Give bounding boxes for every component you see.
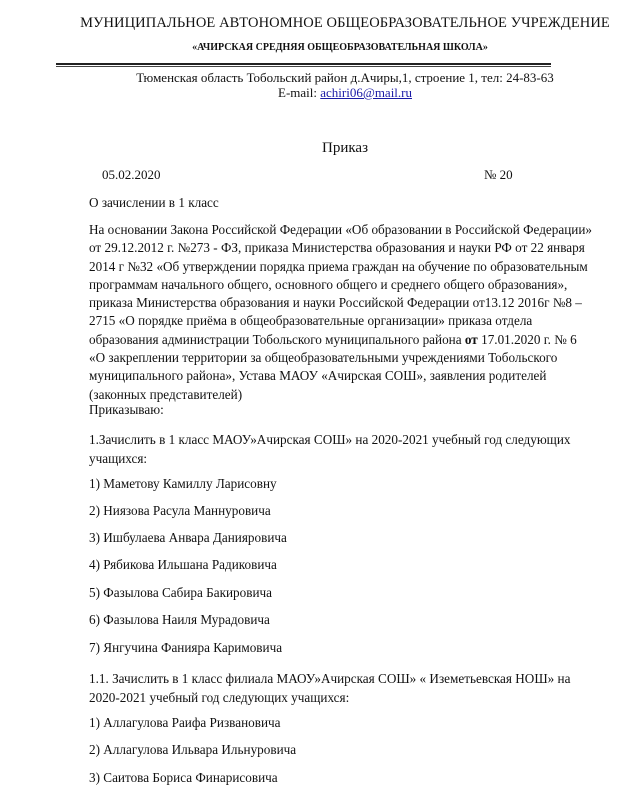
basis-line: (законных представителей) [89,386,243,402]
student-list-item: 7) Янгучина Фанияра Каримовича [89,640,283,655]
basis-line: 2715 «О порядке приёма в общеобразовательные организации» приказа отдела [89,313,533,329]
student-list-item: 2) Ниязова Расула Маннуровича [89,503,271,518]
student-list-item: 5) Фазылова Сабира Бакировича [89,585,273,600]
section-1-1-heading [89,670,570,707]
basis-line: от 29.12.2012 г. №273 - ФЗ, приказа Министерства образования и науки РФ от 22 января [89,240,585,256]
basis-line: 2014 г №32 «Об утверждении порядка приема граждан на обучение по образовательным [89,258,588,274]
email-label: E-mail: [278,85,321,100]
document-title: Приказ [321,140,368,156]
student-list-item: 3) Ишбулаева Анвара Данияровича [89,530,287,545]
student-list-item: 4) Рябикова Ильшана Радиковича [89,557,277,572]
school-name: «АЧИРСКАЯ СРЕДНЯЯ ОБЩЕОБРАЗОВАТЕЛЬНАЯ ШКОЛА» [192,42,488,53]
school-address: Тюменская область Тобольский район д.Ачиры,1, строение 1, тел: 24-83-63 [136,70,554,85]
section-1-1-line: 2020-2021 учебный год следующих учащихся: [89,689,350,705]
basis-line-part: образования администрации Тобольского муниципального района [89,331,462,347]
branch-student-list-item: 1) Аллагулова Раифа Ризвановича [89,715,281,730]
branch-student-list-item: 2) Аллагулова Ильвара Ильнуровича [89,742,297,757]
basis-line [89,331,629,349]
basis-line-part: 17.01.2020 г. № 6 [477,331,577,347]
section-1-heading [89,431,571,468]
basis-line: программам начального общего, основного общего и среднего общего образования», [89,276,568,292]
basis-line: «О закреплении территории за общеобразовательными учреждениями Тобольского [89,350,558,366]
header-divider [56,63,551,67]
order-word: Приказываю: [89,402,164,417]
basis-line: На основании Закона Российской Федерации «Об образовании в Российской Федерации» [89,222,592,237]
organization-title: МУНИЦИПАЛЬНОЕ АВТОНОМНОЕ ОБЩЕОБРАЗОВАТЕЛЬНОЕ УЧРЕЖДЕНИЕ [80,15,610,31]
basis-line: приказа Министерства образования и науки Российской Федерации от13.12 2016г №8 – [89,295,582,311]
section-1-line: 1.Зачислить в 1 класс МАОУ»Ачирская СОШ» на 2020-2021 учебный год следующих [89,432,571,447]
document-date: 05.02.2020 [102,167,161,182]
legal-basis-paragraph [89,221,629,404]
document-subject: О зачислении в 1 класс [89,195,219,210]
basis-line: муниципального района», Устава МАОУ «Ачирская СОШ», заявления родителей [89,368,547,384]
document-number: № 20 [484,167,513,182]
email-link[interactable]: achiri06@mail.ru [320,85,412,100]
basis-bold-word: от [464,331,478,347]
student-list-item: 1) Маметову Камиллу Ларисовну [89,476,277,491]
section-1-1-line: 1.1. Зачислить в 1 класс филиала МАОУ»Ачирская СОШ» « Иземетьевская НОШ» на [89,671,571,686]
email-line [0,85,631,101]
branch-student-list-item: 3) Саитова Бориса Финарисовича [89,770,278,785]
section-1-line: учащихся: [89,450,148,466]
student-list-item: 6) Фазылова Наиля Мурадовича [89,612,270,627]
